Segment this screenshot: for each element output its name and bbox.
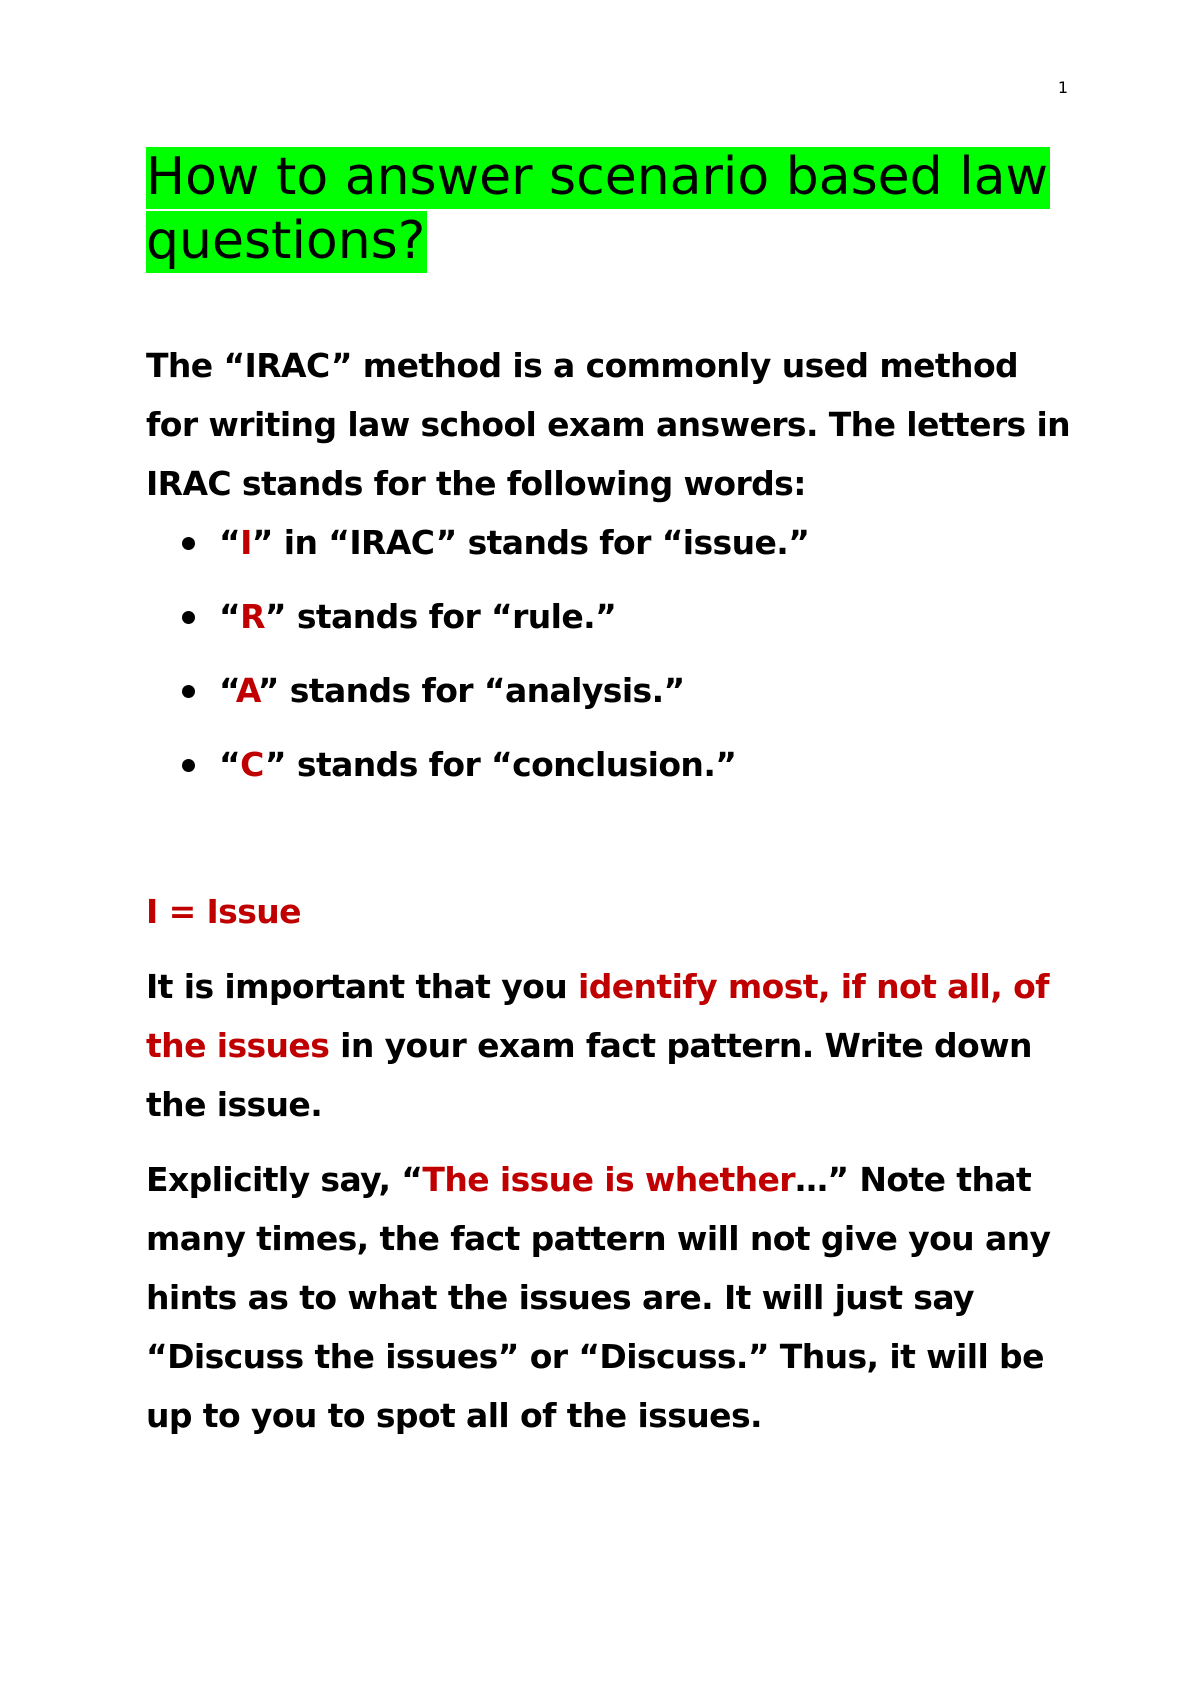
list-item-text: ” stands for “rule.” bbox=[264, 597, 617, 636]
open-quote: “ bbox=[219, 671, 236, 710]
bullet-icon bbox=[182, 759, 195, 772]
list-item bbox=[146, 513, 1076, 587]
bullet-icon bbox=[182, 685, 195, 698]
document-title bbox=[146, 145, 1200, 273]
irac-letter: I bbox=[240, 523, 252, 562]
irac-intro bbox=[146, 336, 1076, 809]
list-item bbox=[146, 587, 1076, 661]
text-run: It is important that you bbox=[146, 967, 579, 1006]
bullet-icon bbox=[182, 611, 195, 624]
irac-letter: C bbox=[240, 745, 265, 784]
bullet-icon bbox=[182, 537, 195, 550]
intro-paragraph: The “IRAC” method is a commonly used method for writing law school exam answers. The letters in IRAC stands for the following words: bbox=[146, 346, 1071, 503]
section-heading: I = Issue bbox=[146, 892, 301, 931]
issue-paragraph-2 bbox=[146, 1150, 1076, 1445]
irac-letter: R bbox=[240, 597, 265, 636]
text-run: …” Note that many times, the fact pattern will not give you any hints as to what the issues are. It will just say “Discuss the issues” or “Discuss.” Thus, it will be up to you to spot all of the issues. bbox=[146, 1160, 1051, 1435]
list-item bbox=[146, 735, 1076, 809]
open-quote: “ bbox=[219, 523, 241, 562]
list-item bbox=[146, 661, 1076, 735]
emphasis-text: The issue is whether bbox=[422, 1160, 795, 1199]
list-item-text: ” stands for “conclusion.” bbox=[264, 745, 737, 784]
irac-list bbox=[146, 513, 1076, 809]
text-run: Explicitly say, “ bbox=[146, 1160, 423, 1199]
list-item-text: ” in “IRAC” stands for “issue.” bbox=[251, 523, 810, 562]
issue-section bbox=[146, 882, 1076, 1461]
open-quote: “ bbox=[219, 745, 241, 784]
page-number: 1 bbox=[1057, 78, 1068, 97]
text-run: in your exam fact pattern. Write down the issue. bbox=[146, 1026, 1032, 1124]
emphasis-text: identify most, if not all, of the issues bbox=[146, 967, 1049, 1065]
list-item-text: ” stands for “analysis.” bbox=[257, 671, 685, 710]
title-highlight: How to answer scenario based law questions? bbox=[146, 147, 1049, 271]
issue-paragraph-1 bbox=[146, 957, 1076, 1134]
irac-letter: A bbox=[235, 671, 258, 710]
open-quote: “ bbox=[219, 597, 241, 636]
